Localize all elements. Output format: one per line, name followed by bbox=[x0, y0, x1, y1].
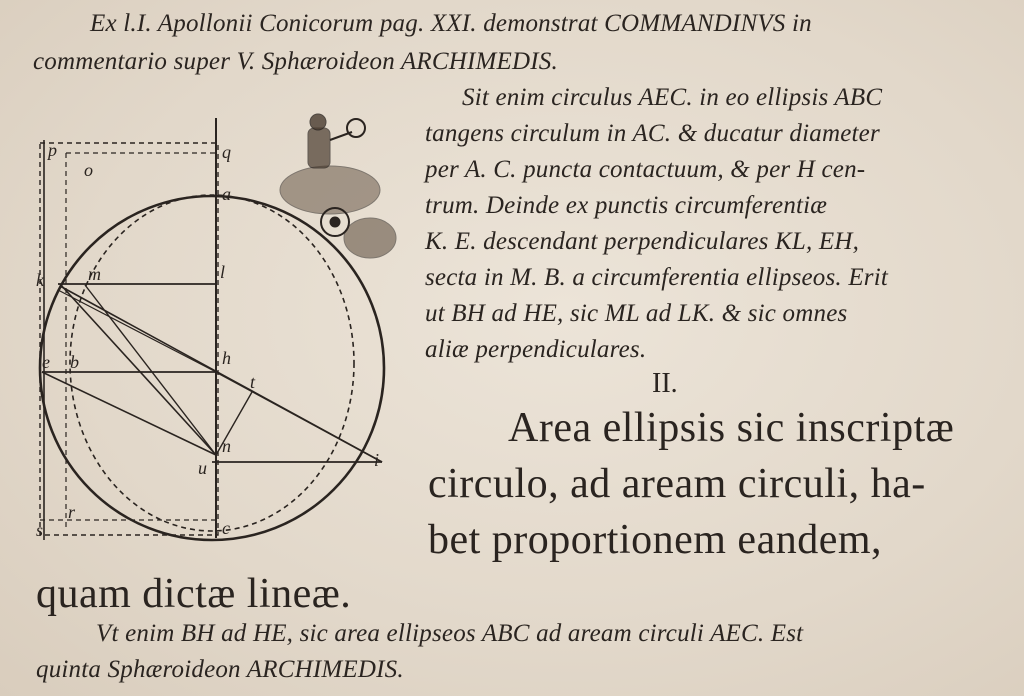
chariot-vignette bbox=[280, 114, 396, 258]
diagonal-k-h bbox=[58, 290, 216, 372]
dashed-frame bbox=[40, 143, 218, 535]
proof-line-8: aliæ perpendiculares. bbox=[425, 336, 647, 363]
label-l: l bbox=[220, 262, 226, 282]
diagonal-n-t bbox=[216, 392, 252, 455]
diagonal-m-n bbox=[85, 285, 216, 455]
proof-line-6: secta in M. B. a circumferentia ellipseos. Erit bbox=[425, 264, 889, 291]
label-h: h bbox=[222, 348, 231, 368]
inscribed-ellipse bbox=[70, 195, 354, 531]
outer-circle bbox=[40, 196, 384, 540]
closing-line-1: Vt enim BH ad HE, sic area ellipseos ABC ad aream circuli AEC. Est bbox=[96, 620, 804, 647]
diagonal-k-n bbox=[60, 284, 216, 455]
label-n: n bbox=[222, 436, 231, 456]
statement-line-4: quam dictæ lineæ. bbox=[36, 571, 352, 617]
label-e: e bbox=[42, 352, 50, 372]
label-o: o bbox=[84, 160, 93, 180]
label-q: q bbox=[222, 142, 231, 162]
intro-line-1: Ex l.I. Apollonii Conicorum pag. XXI. demonstrat COMMANDINVS in bbox=[90, 10, 812, 37]
label-b: b bbox=[70, 352, 79, 372]
proof-line-7: ut BH ad HE, sic ML ad LK. & sic omnes bbox=[425, 300, 848, 327]
label-s: s bbox=[36, 520, 44, 540]
label-c: c bbox=[222, 518, 230, 538]
intro-line-2: commentario super V. Sphæroideon ARCHIMEDIS. bbox=[33, 48, 558, 75]
proof-line-4: trum. Deinde ex punctis circumferentiæ bbox=[425, 192, 828, 219]
proof-line-5: K. E. descendant perpendiculares KL, EH, bbox=[425, 228, 860, 255]
closing-line-2: quinta Sphæroideon ARCHIMEDIS. bbox=[36, 656, 404, 683]
label-t: t bbox=[250, 372, 256, 392]
label-i: i bbox=[374, 450, 380, 470]
statement-line-1: Area ellipsis sic inscriptæ bbox=[508, 405, 955, 451]
statement-line-2: circulo, ad aream circuli, ha- bbox=[428, 461, 926, 507]
label-a: a bbox=[222, 184, 231, 204]
label-p: p bbox=[48, 140, 57, 160]
proof-line-2: tangens circulum in AC. & ducatur diameter bbox=[425, 120, 880, 147]
diagonal-e-n bbox=[42, 372, 216, 455]
diagonal-h-i bbox=[216, 372, 382, 462]
label-r: r bbox=[68, 502, 76, 522]
label-m: m bbox=[88, 264, 101, 284]
diagonal-k-i bbox=[60, 286, 382, 462]
label-k: k bbox=[36, 270, 44, 290]
proof-line-1: Sit enim circulus AEC. in eo ellipsis ABC bbox=[462, 84, 883, 111]
section-number: II. bbox=[652, 368, 678, 399]
proof-line-3: per A. C. puncta contactuum, & per H cen- bbox=[425, 156, 866, 183]
label-u: u bbox=[198, 458, 207, 478]
statement-line-3: bet proportionem eandem, bbox=[428, 517, 883, 563]
